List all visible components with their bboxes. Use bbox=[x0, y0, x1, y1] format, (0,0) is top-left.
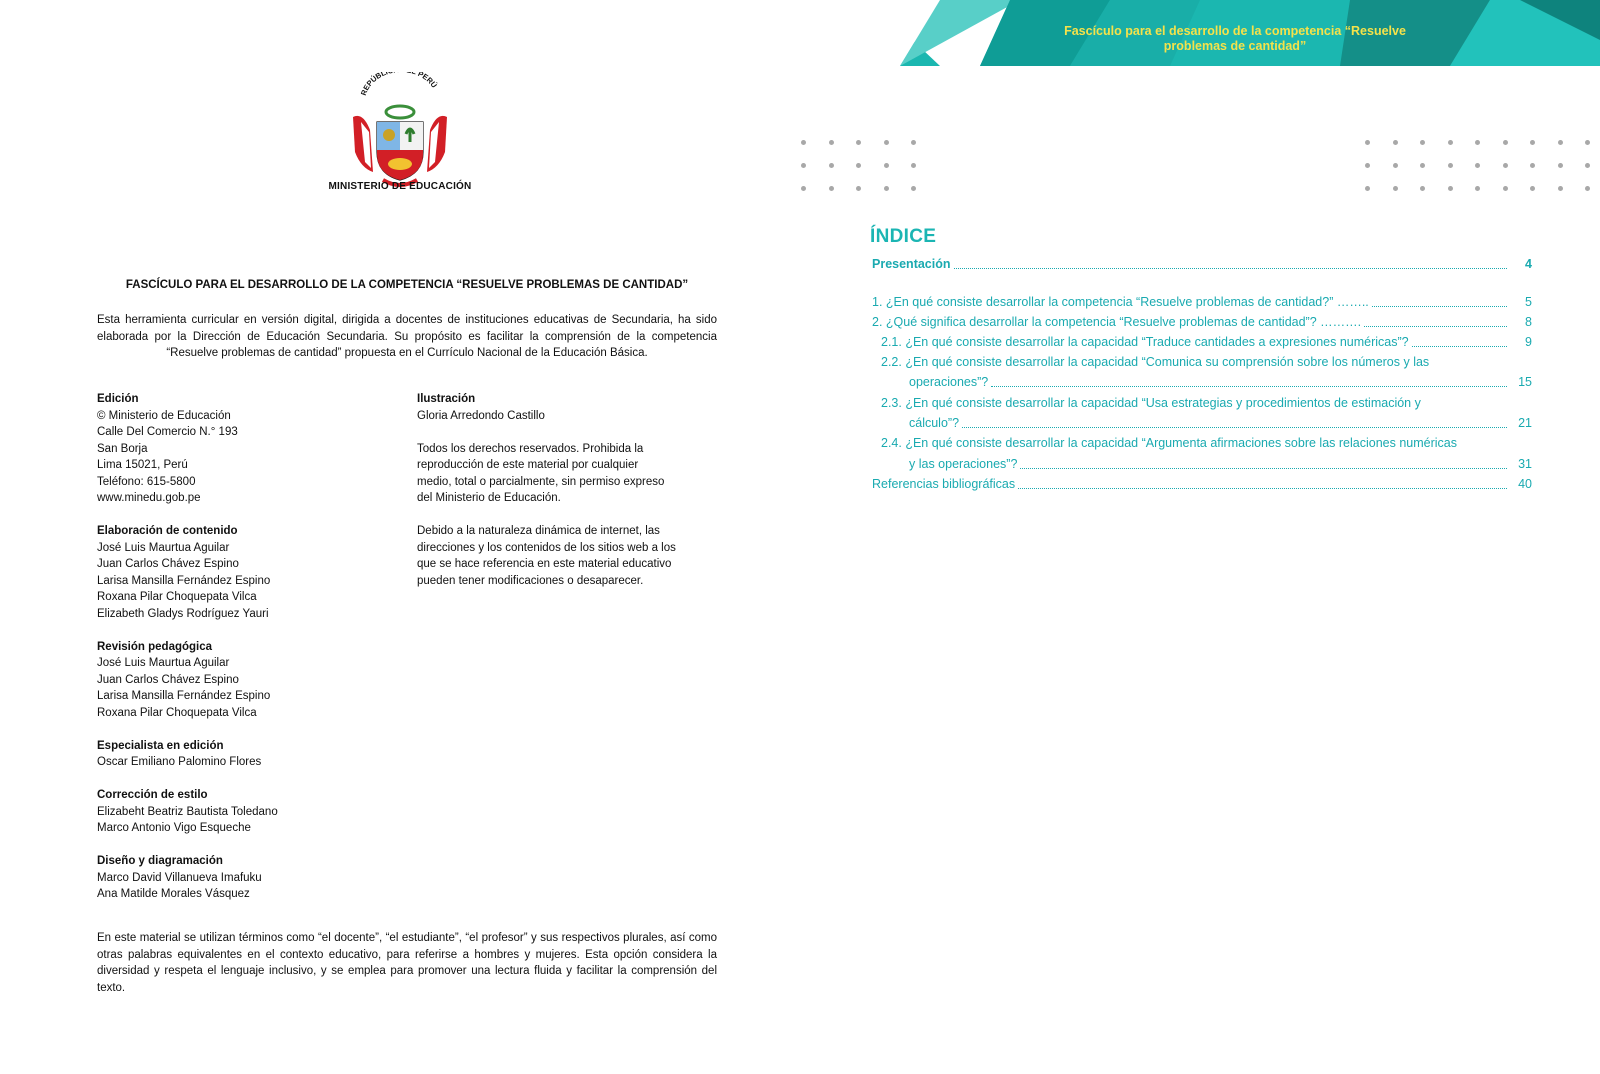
toc-page-number: 21 bbox=[1518, 416, 1532, 430]
toc-entry-label-cont: operaciones”? bbox=[909, 375, 989, 389]
revision-line: Roxana Pilar Choquepata Vilca bbox=[97, 706, 257, 719]
decorative-dot bbox=[856, 140, 861, 145]
toc-entry-label-cont: cálculo”? bbox=[909, 416, 960, 430]
ilustracion-heading: Ilustración bbox=[417, 393, 476, 405]
elaboracion-line: Larisa Mansilla Fernández Espino bbox=[97, 574, 271, 587]
toc-entry-label[interactable]: 2.3. ¿En qué consiste desarrollar la capacidad “Usa estrategias y procedimientos de estimación y bbox=[881, 396, 1421, 410]
decorative-dot bbox=[911, 163, 916, 168]
decorative-dot bbox=[1448, 163, 1453, 168]
ministry-label: MINISTERIO DE EDUCACIÓN bbox=[328, 181, 472, 192]
edicion-line: © Ministerio de Educación bbox=[97, 409, 231, 422]
decorative-dot bbox=[884, 186, 889, 191]
toc-entry-referencias[interactable] bbox=[872, 476, 1532, 493]
toc-page-number: 4 bbox=[1525, 257, 1532, 271]
revision-line: Juan Carlos Chávez Espino bbox=[97, 673, 239, 686]
internet-line: pueden tener modificaciones o desaparecer. bbox=[417, 574, 644, 587]
elaboracion-line: Juan Carlos Chávez Espino bbox=[97, 558, 239, 570]
revision-heading: Revisión pedagógica bbox=[97, 640, 213, 653]
decorative-dot bbox=[911, 140, 916, 145]
toc-leader-dots bbox=[954, 268, 1507, 269]
ilustracion-line: Gloria Arredondo Castillo bbox=[417, 409, 545, 422]
decorative-dot bbox=[829, 163, 834, 168]
revision-line: Larisa Mansilla Fernández Espino bbox=[97, 690, 271, 702]
elaboracion-heading: Elaboración de contenido bbox=[97, 525, 238, 537]
correccion-heading: Corrección de estilo bbox=[97, 789, 208, 801]
toc-leader-dots bbox=[1364, 326, 1507, 327]
derechos-block bbox=[417, 441, 707, 507]
correccion-line: Marco Antonio Vigo Esqueche bbox=[97, 822, 251, 834]
index-title: ÍNDICE bbox=[870, 226, 937, 247]
toc-page-number: 5 bbox=[1525, 295, 1532, 309]
banner-title-line: problemas de cantidad” bbox=[1163, 39, 1307, 53]
edicion-line: www.minedu.gob.pe bbox=[97, 492, 201, 504]
toc-entry-label: Referencias bibliográficas bbox=[872, 477, 1016, 491]
toc-page-number: 31 bbox=[1518, 457, 1532, 471]
decorative-dot bbox=[801, 140, 806, 145]
derechos-line: medio, total o parcialmente, sin permiso expreso bbox=[417, 475, 665, 488]
document-title: FASCÍCULO PARA EL DESARROLLO DE LA COMPETENCIA “RESUELVE PROBLEMAS DE CANTIDAD” bbox=[125, 279, 689, 291]
decorative-dot bbox=[1530, 140, 1535, 145]
toc-page-number: 9 bbox=[1525, 335, 1532, 349]
toc-entry-label: 1. ¿En qué consiste desarrollar la competencia “Resuelve problemas de cantidad?” …….. bbox=[872, 295, 1369, 309]
correccion-block bbox=[97, 787, 397, 837]
toc-leader-dots bbox=[1018, 488, 1507, 489]
edicion-line: Calle Del Comercio N.° 193 bbox=[97, 426, 238, 438]
peru-coat-of-arms-logo bbox=[325, 72, 475, 197]
decorative-dot bbox=[1448, 186, 1453, 191]
edicion-line: Teléfono: 615-5800 bbox=[97, 475, 196, 488]
decorative-dot bbox=[1448, 140, 1453, 145]
toc-entry[interactable] bbox=[909, 456, 1532, 473]
decorative-dot bbox=[1475, 186, 1480, 191]
derechos-line: Todos los derechos reservados. Prohibida la bbox=[417, 442, 644, 455]
toc-entry-label-cont: y las operaciones”? bbox=[909, 457, 1018, 471]
credits-left-column bbox=[97, 391, 397, 919]
toc-page-number: 8 bbox=[1525, 315, 1532, 329]
diseno-line: Marco David Villanueva Imafuku bbox=[97, 871, 262, 884]
svg-text:REPÚBLICA DEL PERÚ: REPÚBL PERÚ bbox=[358, 72, 439, 97]
inclusive-language-note: En este material se utilizan términos como “el docente”, “el estudiante”, “el profesor” y sus respectivos plurales, así como otras palabras equivalentes en el contexto educativo, para referirse a hombres y mujeres. Esta opción considera la diversidad y respeta el lenguaje inclusivo, y se emplea para promover una lectura fluida y facilitar la comprensión del texto. bbox=[97, 932, 717, 994]
internet-line: direcciones y los contenidos de los sitios web a los bbox=[417, 541, 676, 554]
decorative-dot bbox=[1558, 186, 1563, 191]
decorative-dot bbox=[1393, 163, 1398, 168]
decorative-dot bbox=[1475, 163, 1480, 168]
decorative-dot bbox=[1365, 140, 1370, 145]
decorative-dot bbox=[1365, 186, 1370, 191]
toc-entry-label: 2.1. ¿En qué consiste desarrollar la capacidad “Traduce cantidades a expresiones numéricas”? bbox=[881, 335, 1409, 349]
banner-title-line: Fascículo para el desarrollo de la competencia “Resuelve bbox=[1064, 24, 1406, 38]
toc-entry-label: 2. ¿Qué significa desarrollar la competencia “Resuelve problemas de cantidad”? ………. bbox=[872, 315, 1362, 329]
credits-right-column bbox=[417, 391, 707, 606]
decorative-dot bbox=[801, 163, 806, 168]
decorative-dot bbox=[1558, 140, 1563, 145]
decorative-dot bbox=[829, 186, 834, 191]
toc-leader-dots bbox=[991, 386, 1507, 387]
especialista-line: Oscar Emiliano Palomino Flores bbox=[97, 756, 262, 768]
especialista-block bbox=[97, 738, 397, 771]
elaboracion-line: José Luis Maurtua Aguilar bbox=[97, 541, 230, 554]
decorative-dot bbox=[1503, 163, 1508, 168]
decorative-dot bbox=[1530, 163, 1535, 168]
toc-entry-label[interactable]: 2.2. ¿En qué consiste desarrollar la capacidad “Comunica su comprensión sobre los números y las bbox=[881, 355, 1430, 369]
toc-leader-dots bbox=[1020, 468, 1507, 469]
edicion-block bbox=[97, 391, 397, 507]
toc-page-number: 15 bbox=[1518, 375, 1532, 389]
diseno-heading: Diseño y diagramación bbox=[97, 855, 223, 867]
revision-line: José Luis Maurtua Aguilar bbox=[97, 657, 230, 669]
toc-entry-presentacion[interactable] bbox=[872, 256, 1532, 273]
decorative-dot bbox=[856, 163, 861, 168]
elaboracion-block bbox=[97, 523, 397, 622]
decorative-dot bbox=[1475, 140, 1480, 145]
decorative-dot bbox=[1420, 163, 1425, 168]
decorative-dot bbox=[856, 186, 861, 191]
intro-paragraph: Esta herramienta curricular en versión digital, dirigida a docentes de instituciones educativas de Secundaria, ha sido elaborada por la Dirección de Educación Secundaria. Su propósito es facilitar la comprensión de la competencia “Resuelve problemas de cantidad” propuesta en el Currículo Nacional de la Educación Básica. bbox=[97, 314, 717, 359]
decorative-dot bbox=[1530, 186, 1535, 191]
ilustracion-block bbox=[417, 391, 707, 424]
toc-leader-dots bbox=[962, 427, 1507, 428]
edicion-heading: Edición bbox=[97, 393, 139, 405]
correccion-line: Elizabeht Beatriz Bautista Toledano bbox=[97, 805, 278, 818]
edicion-line: Lima 15021, Perú bbox=[97, 459, 188, 471]
toc-entry[interactable] bbox=[881, 334, 1532, 351]
decorative-dot bbox=[1420, 186, 1425, 191]
toc-page-number: 40 bbox=[1518, 477, 1532, 491]
elaboracion-line: Roxana Pilar Choquepata Vilca bbox=[97, 591, 257, 603]
decorative-dot bbox=[1503, 186, 1508, 191]
edicion-line: San Borja bbox=[97, 442, 148, 455]
toc-entry[interactable] bbox=[909, 415, 1532, 432]
decorative-dot bbox=[1393, 140, 1398, 145]
decorative-dot bbox=[1585, 140, 1590, 145]
elaboracion-line: Elizabeth Gladys Rodríguez Yauri bbox=[97, 607, 269, 620]
decorative-dot bbox=[1558, 163, 1563, 168]
toc-entry-label: Presentación bbox=[872, 257, 951, 271]
decorative-dot bbox=[911, 186, 916, 191]
derechos-line: del Ministerio de Educación. bbox=[417, 492, 561, 504]
derechos-line: reproducción de este material por cualquier bbox=[417, 459, 639, 471]
diseno-block bbox=[97, 853, 397, 903]
toc-entry[interactable] bbox=[872, 294, 1532, 311]
toc-entry-label[interactable]: 2.4. ¿En qué consiste desarrollar la capacidad “Argumenta afirmaciones sobre las relaciones numéricas bbox=[881, 436, 1457, 450]
decorative-dot bbox=[801, 186, 806, 191]
decorative-dot bbox=[884, 140, 889, 145]
decorative-dot bbox=[1585, 186, 1590, 191]
decorative-dot bbox=[1585, 163, 1590, 168]
decorative-dot bbox=[1503, 140, 1508, 145]
toc-leader-dots bbox=[1372, 306, 1507, 307]
toc-entry[interactable] bbox=[872, 314, 1532, 331]
internet-block bbox=[417, 523, 707, 589]
revision-block bbox=[97, 639, 397, 722]
decorative-dot bbox=[1420, 140, 1425, 145]
decorative-dot bbox=[829, 140, 834, 145]
toc-leader-dots bbox=[1412, 346, 1507, 347]
decorative-dot bbox=[1393, 186, 1398, 191]
especialista-heading: Especialista en edición bbox=[97, 739, 224, 752]
internet-line: Debido a la naturaleza dinámica de internet, las bbox=[417, 525, 660, 537]
internet-line: que se hace referencia en este material educativo bbox=[417, 558, 672, 570]
decorative-dot bbox=[1365, 163, 1370, 168]
toc-entry[interactable] bbox=[909, 374, 1532, 391]
diseno-line: Ana Matilde Morales Vásquez bbox=[97, 888, 250, 900]
banner-title bbox=[1015, 24, 1455, 54]
decorative-dot bbox=[884, 163, 889, 168]
